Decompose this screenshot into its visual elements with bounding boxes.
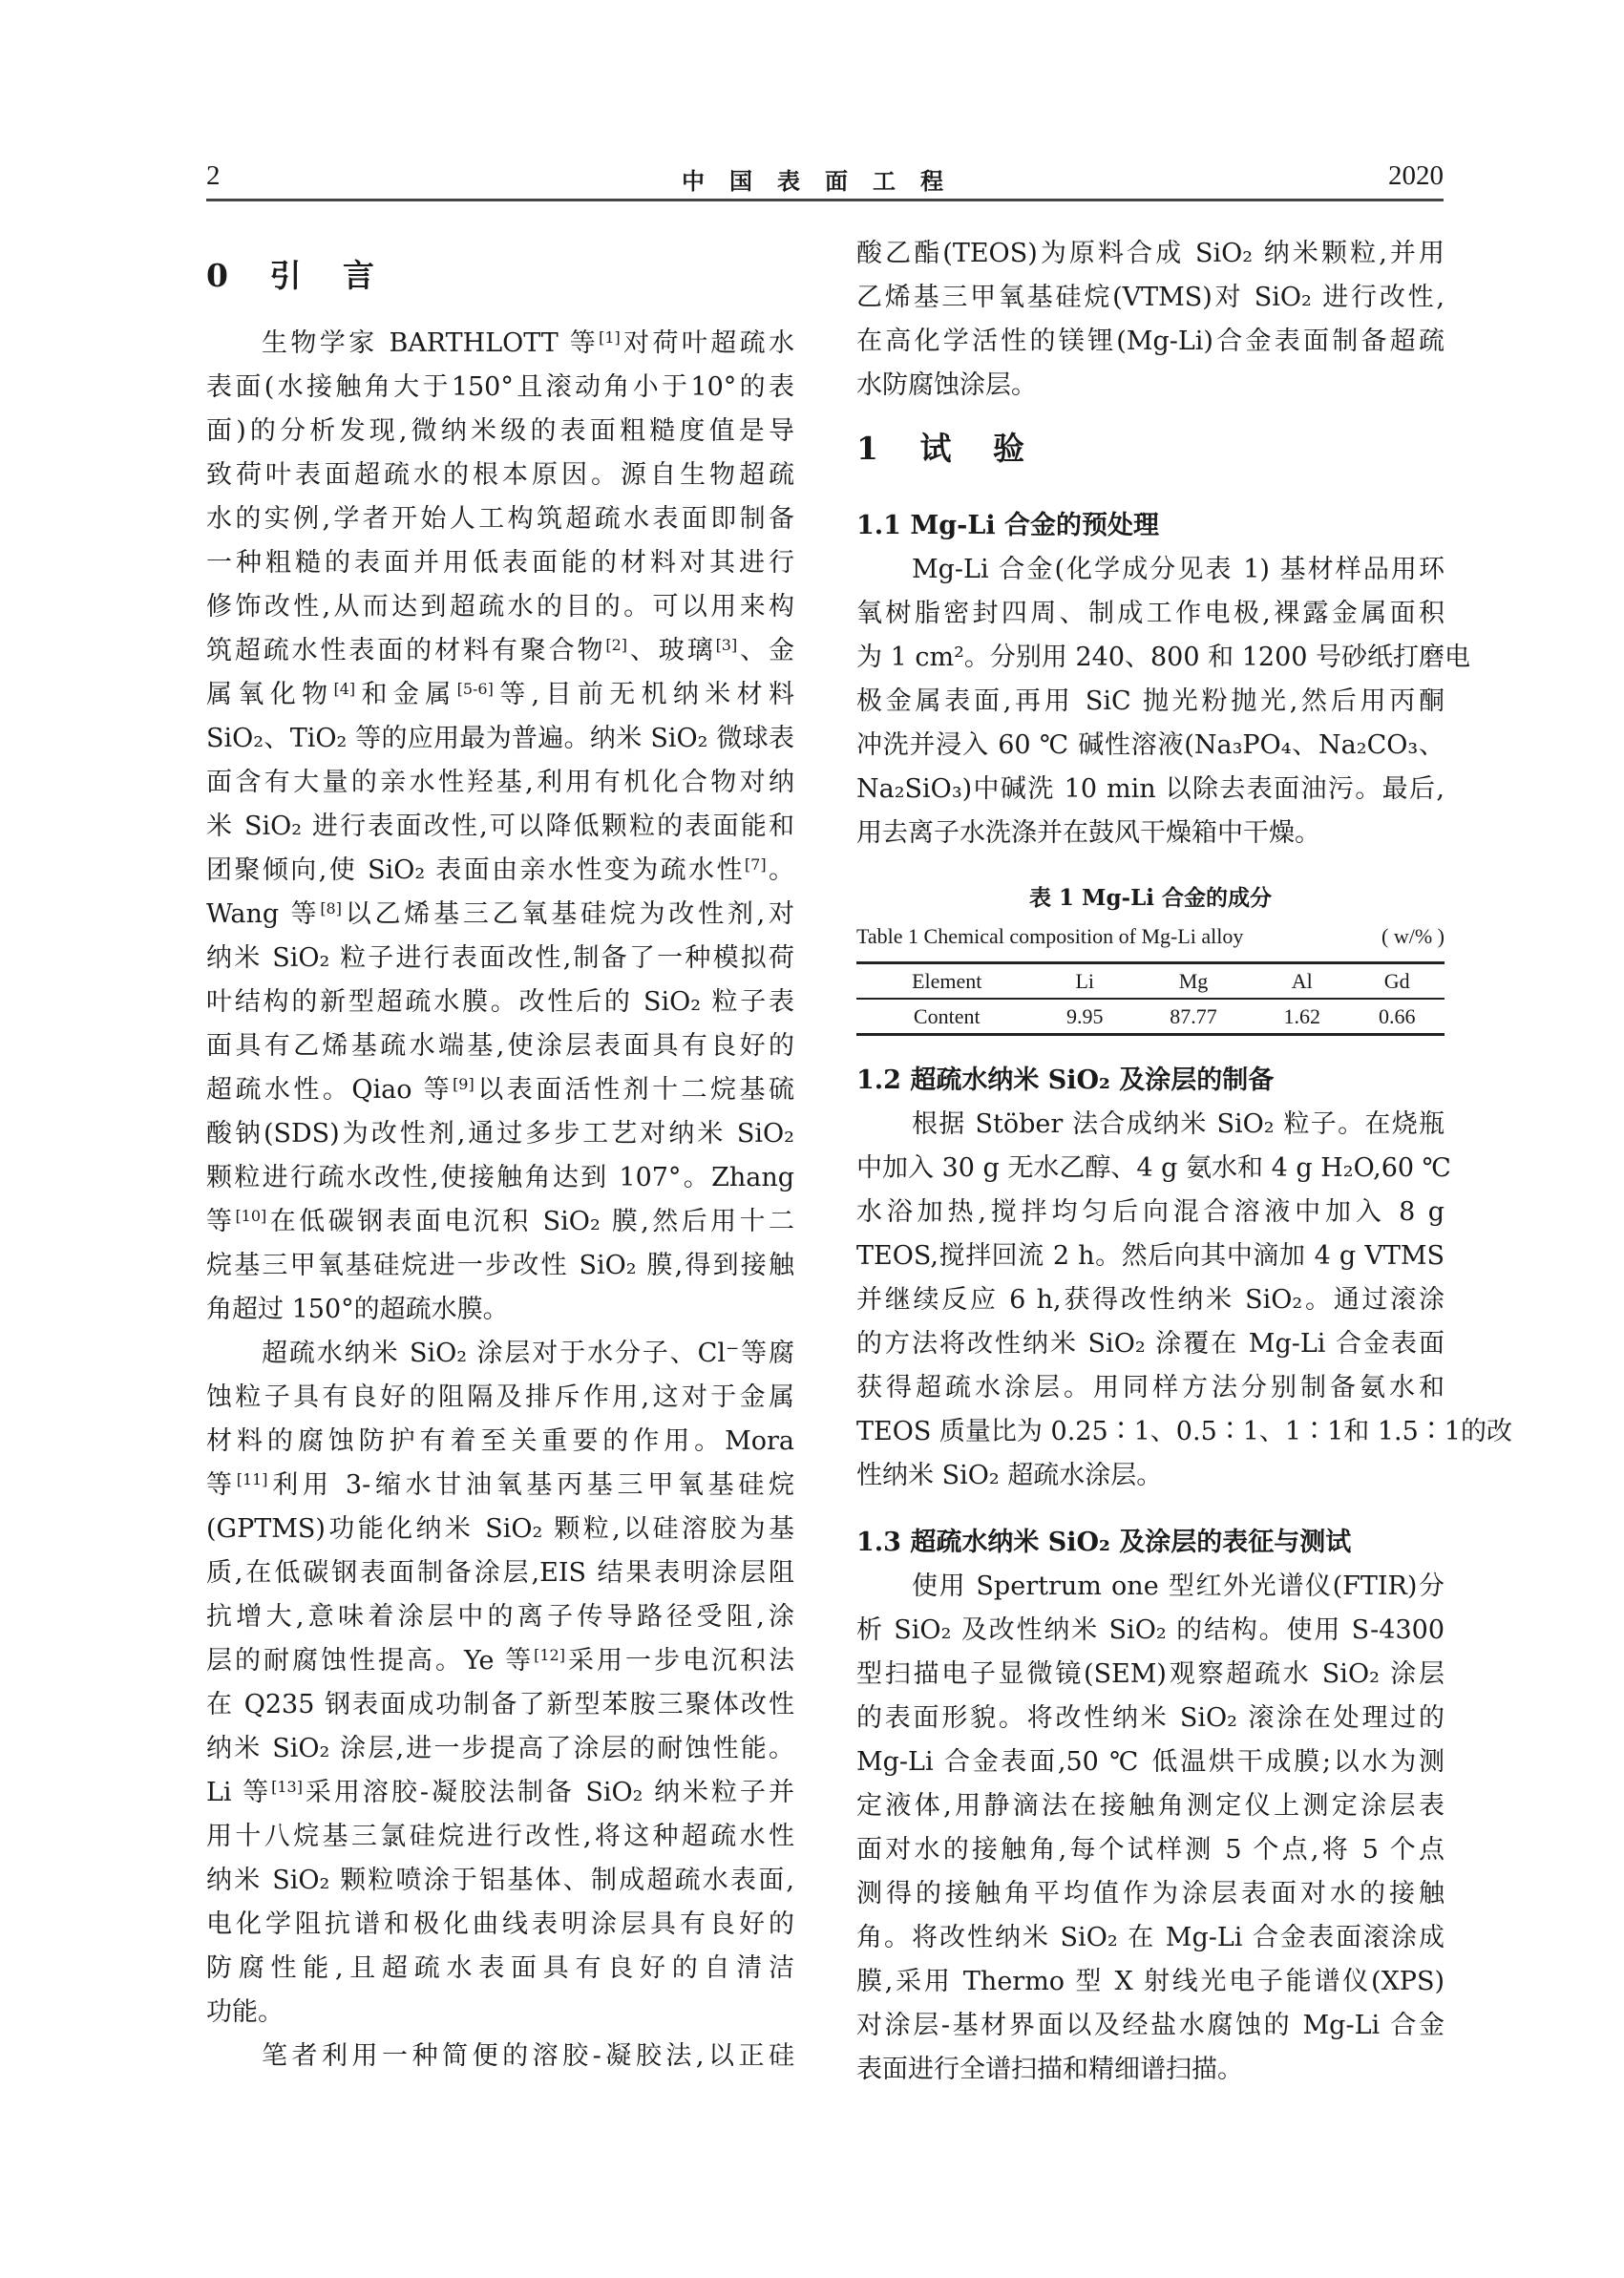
- text-line: 定液体,用静滴法在接触角测定仪上测定涂层表: [856, 1791, 1445, 1821]
- table-cell: 1.62: [1283, 1003, 1320, 1028]
- text-line: 米 SiO₂ 进行表面改性,可以降低颗粒的表面能和: [206, 812, 794, 841]
- right-column: [856, 232, 1512, 2092]
- text-line: Wang 等[8]以乙烯基三乙氧基硅烷为改性剂,对: [206, 899, 794, 929]
- text-line: 使用 Spertrum one 型红外光谱仪(FTIR)分: [912, 1571, 1445, 1601]
- text-line: Mg-Li 合金表面,50 ℃ 低温烘干成膜;以水为测: [856, 1747, 1445, 1777]
- text-line: 功能。: [206, 1997, 284, 2027]
- paragraph: [206, 2035, 794, 2078]
- running-header: [206, 160, 1444, 200]
- table-1: [856, 879, 1445, 1036]
- paragraph: [206, 1332, 794, 2035]
- text-line: 材料的腐蚀防护有着至关重要的作用。Mora: [206, 1426, 794, 1456]
- text-line: 乙烯基三甲氧基硅烷(VTMS)对 SiO₂ 进行改性,: [856, 283, 1445, 312]
- text-line: 叶结构的新型超疏水膜。改性后的 SiO₂ 粒子表: [206, 987, 794, 1017]
- table-cell: 87.77: [1170, 1003, 1217, 1028]
- paragraph: [856, 1565, 1445, 2092]
- paragraph: [856, 548, 1471, 855]
- text-line: 超疏水纳米 SiO₂ 涂层对于水分子、Cl⁻等腐: [262, 1339, 794, 1368]
- page-number: 2: [206, 160, 221, 191]
- subsection-heading: 1.3 超疏水纳米 SiO₂ 及涂层的表征与测试: [856, 1528, 1352, 1557]
- left-column: [206, 254, 794, 2078]
- text-line: 对涂层-基材界面以及经盐水腐蚀的 Mg-Li 合金: [856, 2011, 1445, 2040]
- citation: [1]: [599, 328, 621, 347]
- text-line: 面含有大量的亲水性羟基,利用有机化合物对纳: [206, 768, 794, 797]
- text-line: 角超过 150°的超疏水膜。: [206, 1295, 509, 1324]
- text-line: 根据 Stöber 法合成纳米 SiO₂ 粒子。在烧瓶: [912, 1109, 1445, 1139]
- text-line: 并继续反应 6 h,获得改性纳米 SiO₂。通过滚涂: [856, 1285, 1445, 1315]
- text-line: 面对水的接触角,每个试样测 5 个点,将 5 个点: [856, 1835, 1445, 1865]
- text-line: TEOS,搅拌回流 2 h。然后向其中滴加 4 g VTMS: [856, 1241, 1445, 1271]
- citation: [4]: [333, 680, 356, 698]
- citation: [12]: [534, 1646, 565, 1664]
- paragraph: [856, 1103, 1512, 1498]
- text-line: 层的耐腐蚀性提高。Ye 等[12]采用一步电沉积法: [206, 1646, 794, 1676]
- text-line: 的表面形貌。将改性纳米 SiO₂ 滚涂在处理过的: [856, 1703, 1445, 1733]
- citation: [5-6]: [456, 680, 494, 698]
- journal-title: 中国表面工程: [682, 167, 968, 195]
- subsection-heading: 1.2 超疏水纳米 SiO₂ 及涂层的制备: [856, 1065, 1275, 1095]
- table-cell: Content: [913, 1003, 981, 1028]
- text-line: 属氧化物[4]和金属[5-6]等,目前无机纳米材料: [206, 680, 795, 709]
- table-header-cell: Al: [1291, 968, 1313, 993]
- text-line: 冲洗并浸入 60 ℃ 碱性溶液(Na₃PO₄、Na₂CO₃、: [856, 730, 1445, 760]
- text-line: (GPTMS)功能化纳米 SiO₂ 颗粒,以硅溶胶为基: [206, 1514, 794, 1544]
- text-line: 一种粗糙的表面并用低表面能的材料对其进行: [206, 548, 794, 578]
- text-line: 用十八烷基三氯硅烷进行改性,将这种超疏水性: [206, 1822, 794, 1851]
- text-line: 等[10]在低碳钢表面电沉积 SiO₂ 膜,然后用十二: [206, 1207, 794, 1236]
- header-rule: [206, 199, 1444, 201]
- text-line: 获得超疏水涂层。用同样方法分别制备氨水和: [856, 1373, 1445, 1403]
- citation: [10]: [235, 1207, 267, 1225]
- table-header-cell: Gd: [1383, 968, 1410, 993]
- text-line: 电化学阻抗谱和极化曲线表明涂层具有良好的: [206, 1909, 794, 1939]
- text-line: 团聚倾向,使 SiO₂ 表面由亲水性变为疏水性[7]。: [206, 855, 795, 885]
- section-heading: 0 引 言: [206, 257, 390, 294]
- table-row: [856, 999, 1445, 1035]
- text-line: 测得的接触角平均值作为涂层表面对水的接触: [856, 1879, 1445, 1909]
- text-line: 等[11]利用 3-缩水甘油氧基丙基三甲氧基硅烷: [206, 1470, 794, 1500]
- text-line: 在高化学活性的镁锂(Mg-Li)合金表面制备超疏: [856, 327, 1445, 356]
- text-line: 型扫描电子显微镜(SEM)观察超疏水 SiO₂ 涂层: [856, 1659, 1445, 1689]
- text-line: 的方法将改性纳米 SiO₂ 涂覆在 Mg-Li 合金表面: [856, 1329, 1445, 1359]
- text-line: TEOS 质量比为 0.25∶1、0.5∶1、1∶1和 1.5∶1的改: [856, 1417, 1512, 1446]
- text-line: 纳米 SiO₂ 颗粒喷涂于铝基体、制成超疏水表面,: [206, 1866, 794, 1895]
- text-line: 表面(水接触角大于150°且滚动角小于10°的表: [206, 372, 794, 402]
- text-line: 质,在低碳钢表面制备涂层,EIS 结果表明涂层阻: [206, 1558, 794, 1588]
- text-line: 纳米 SiO₂ 粒子进行表面改性,制备了一种模拟荷: [206, 943, 794, 973]
- text-line: 抗增大,意味着涂层中的离子传导路径受阻,涂: [206, 1602, 794, 1632]
- text-line: 生物学家 BARTHLOTT 等[1]对荷叶超疏水: [262, 328, 795, 358]
- subsection-heading: 1.1 Mg-Li 合金的预处理: [856, 511, 1159, 540]
- table-caption-text: Table 1 Chemical composition of Mg-Li alloy: [856, 924, 1244, 948]
- text-line: 膜,采用 Thermo 型 X 射线光电子能谱仪(XPS): [856, 1967, 1445, 1996]
- text-line: 用去离子水洗涤并在鼓风干燥箱中干燥。: [856, 818, 1320, 848]
- text-line: 酸钠(SDS)为改性剂,通过多步工艺对纳米 SiO₂: [206, 1119, 794, 1149]
- text-line: 表面进行全谱扫描和精细谱扫描。: [856, 2055, 1243, 2084]
- table-cell: 9.95: [1066, 1003, 1104, 1028]
- table-title: 表 1 Mg-Li 合金的成分: [1028, 885, 1273, 911]
- text-line: 防腐性能,且超疏水表面具有良好的自清洁: [206, 1953, 794, 1983]
- text-line: 致荷叶表面超疏水的根本原因。源自生物超疏: [206, 460, 794, 490]
- year: 2020: [1388, 160, 1444, 191]
- paragraph: [856, 232, 1445, 408]
- composition-table: [856, 961, 1445, 1036]
- table-header-cell: Li: [1075, 968, 1095, 993]
- text-line: 笔者利用一种简便的溶胶-凝胶法,以正硅: [262, 2041, 794, 2071]
- text-line: 烷基三甲氧基硅烷进一步改性 SiO₂ 膜,得到接触: [206, 1251, 794, 1280]
- citation: [9]: [453, 1075, 475, 1093]
- text-line: 性纳米 SiO₂ 超疏水涂层。: [856, 1461, 1163, 1490]
- citation: [13]: [271, 1778, 303, 1796]
- text-line: 氧树脂密封四周、制成工作电极,裸露金属面积: [856, 599, 1445, 628]
- text-line: Mg-Li 合金(化学成分见表 1) 基材样品用环: [912, 555, 1445, 584]
- text-line: 水浴加热,搅拌均匀后向混合溶液中加入 8 g: [856, 1197, 1445, 1227]
- text-line: 水的实例,学者开始人工构筑超疏水表面即制备: [206, 504, 794, 534]
- text-line: 面具有乙烯基疏水端基,使涂层表面具有良好的: [206, 1031, 794, 1061]
- text-line: 颗粒进行疏水改性,使接触角达到 107°。Zhang: [206, 1163, 794, 1192]
- text-line: 在 Q235 钢表面成功制备了新型苯胺三聚体改性: [206, 1690, 794, 1719]
- text-line: SiO₂、TiO₂ 等的应用最为普遍。纳米 SiO₂ 微球表: [206, 724, 794, 753]
- section-heading: 1 试 验: [856, 430, 1040, 467]
- text-line: 面)的分析发现,微纳米级的表面粗糙度值是导: [206, 416, 794, 446]
- table-header-cell: Element: [912, 968, 982, 993]
- text-line: 修饰改性,从而达到超疏水的目的。可以用来构: [206, 592, 794, 622]
- text-line: 中加入 30 g 无水乙醇、4 g 氨水和 4 g H₂O,60 ℃: [856, 1153, 1451, 1183]
- paragraph: [206, 322, 794, 1332]
- citation: [7]: [744, 855, 767, 874]
- text-line: Na₂SiO₃)中碱洗 10 min 以除去表面油污。最后,: [856, 774, 1445, 804]
- table-unit: ( w/% ): [1381, 924, 1445, 948]
- citation: [3]: [715, 636, 738, 654]
- citation: [8]: [320, 899, 342, 918]
- text-line: 超疏水性。Qiao 等[9]以表面活性剂十二烷基硫: [206, 1075, 794, 1105]
- table-header-cell: Mg: [1178, 968, 1209, 993]
- text-line: Li 等[13]采用溶胶-凝胶法制备 SiO₂ 纳米粒子并: [206, 1778, 794, 1807]
- citation: [2]: [605, 636, 628, 654]
- table-header-row: [856, 963, 1445, 1000]
- citation: [11]: [236, 1470, 268, 1488]
- table-cell: 0.66: [1378, 1003, 1416, 1028]
- text-line: 筑超疏水性表面的材料有聚合物[2]、玻璃[3]、金: [206, 636, 794, 665]
- text-line: 极金属表面,再用 SiC 抛光粉抛光,然后用丙酮: [856, 686, 1445, 716]
- table-caption: [856, 918, 1445, 956]
- text-line: 水防腐蚀涂层。: [856, 370, 1037, 400]
- text-line: 角。将改性纳米 SiO₂ 在 Mg-Li 合金表面滚涂成: [856, 1923, 1445, 1952]
- text-line: 析 SiO₂ 及改性纳米 SiO₂ 的结构。使用 S-4300: [856, 1615, 1445, 1645]
- text-line: 为 1 cm²。分别用 240、800 和 1200 号砂纸打磨电: [856, 643, 1471, 672]
- text-line: 蚀粒子具有良好的阻隔及排斥作用,这对于金属: [206, 1382, 794, 1412]
- text-line: 酸乙酯(TEOS)为原料合成 SiO₂ 纳米颗粒,并用: [856, 239, 1445, 268]
- text-line: 纳米 SiO₂ 涂层,进一步提高了涂层的耐蚀性能。: [206, 1734, 794, 1763]
